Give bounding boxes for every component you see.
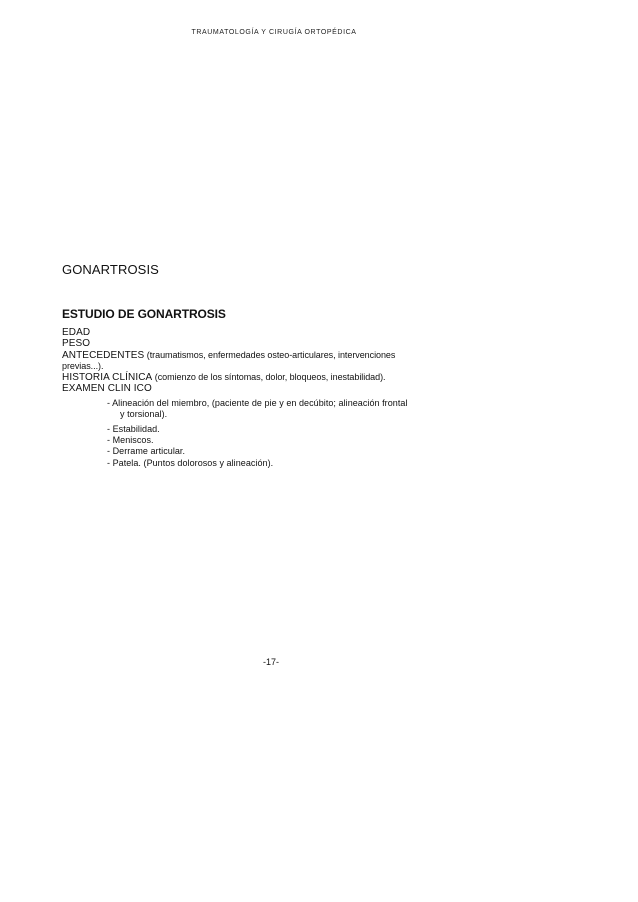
page-number: -17-: [262, 657, 279, 667]
field-historia-label: HISTORIA CLÍNICA: [62, 372, 153, 383]
field-historia-detail: (comienzo de los síntomas, dolor, bloqueos, inestabilidad).: [152, 372, 386, 382]
exam-item-alineacion: [107, 398, 407, 420]
exam-item-meniscos: - Meniscos.: [107, 435, 154, 445]
field-examen-clinico: [62, 383, 152, 395]
exam-item-patela: - Patela. (Puntos dolorosos y alineación).: [107, 458, 274, 468]
exam-item-alineacion-cont: y torsional).: [120, 409, 168, 419]
field-edad-label: EDAD: [62, 327, 91, 338]
exam-item-derrame: - Derrame articular.: [107, 446, 186, 456]
field-peso-label: PESO: [62, 338, 91, 349]
exam-item-alineacion-text: - Alineación del miembro, (paciente de pie y en decúbito; alineación frontal: [107, 398, 408, 408]
field-examen-label: EXAMEN CLIN ICO: [62, 383, 152, 394]
study-heading: ESTUDIO DE GONARTROSIS: [62, 307, 226, 321]
field-antecedentes-detail: (traumatismos, enfermedades osteo-articulares, intervenciones: [144, 350, 396, 360]
section-title: GONARTROSIS: [62, 262, 159, 277]
field-antecedentes-label: ANTECEDENTES: [62, 350, 145, 361]
field-antecedentes-cont-text: previas...).: [62, 361, 104, 371]
field-antecedentes: [62, 349, 395, 362]
exam-item-estabilidad: - Estabilidad.: [107, 424, 160, 434]
running-header: TRAUMATOLOGÍA Y CIRUGÍA ORTOPÉDICA: [191, 29, 357, 36]
